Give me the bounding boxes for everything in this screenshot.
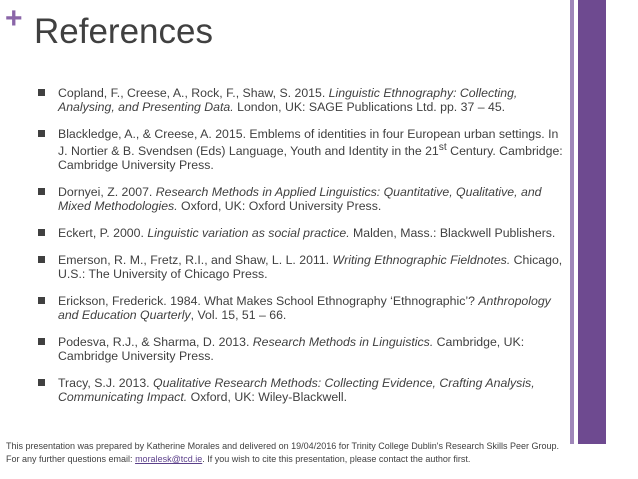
email-link[interactable]: moralesk@tcd.ie [135,454,203,464]
decorative-bar-thick [578,0,606,444]
footer-line-2: For any further questions email: moralesk@tcd.ie. If you wish to cite this presentation, please contact the author first. [6,454,471,464]
reference-item: Erickson, Frederick. 1984. What Makes School Ethnography ‘Ethnographic’? Anthropology and Education Quarterly, Vol. 15, 51 – 66. [38,294,568,322]
decorative-bar-thin [570,0,574,444]
reference-item: Tracy, S.J. 2013. Qualitative Research Methods: Collecting Evidence, Crafting Analysis, Communicating Impact. Oxford, UK: Wiley-Blackwell. [38,376,568,404]
reference-item: Eckert, P. 2000. Linguistic variation as social practice. Malden, Mass.: Blackwell Publishers. [38,226,568,240]
plus-logo: + [5,2,23,35]
footer-line-1: This presentation was prepared by Katherine Morales and delivered on 19/04/2016 for Trinity College Dublin's Research Skills Peer Group. [6,441,560,451]
reference-item: Podesva, R.J., & Sharma, D. 2013. Research Methods in Linguistics. Cambridge, UK: Cambridge University Press. [38,335,568,363]
reference-item: Copland, F., Creese, A., Rock, F., Shaw, S. 2015. Linguistic Ethnography: Collecting, Analysing, and Presenting Data. London, UK: SAGE Publications Ltd. pp. 37 – 45. [38,86,568,114]
footer-note [6,440,636,466]
slide-title: References [34,12,213,51]
reference-item: Dornyei, Z. 2007. Research Methods in Applied Linguistics: Quantitative, Qualitative, and Mixed Methodologies. Oxford, UK: Oxford University Press. [38,185,568,213]
reference-item: Emerson, R. M., Fretz, R.I., and Shaw, L. L. 2011. Writing Ethnographic Fieldnotes. Chicago, U.S.: The University of Chicago Press. [38,253,568,281]
reference-list [38,86,568,417]
reference-item: Blackledge, A., & Creese, A. 2015. Emblems of identities in four European urban settings. In J. Nortier & B. Svendsen (Eds) Language, Youth and Identity in the 21st Century. Cambridge: Cambridge University Press. [38,127,568,172]
